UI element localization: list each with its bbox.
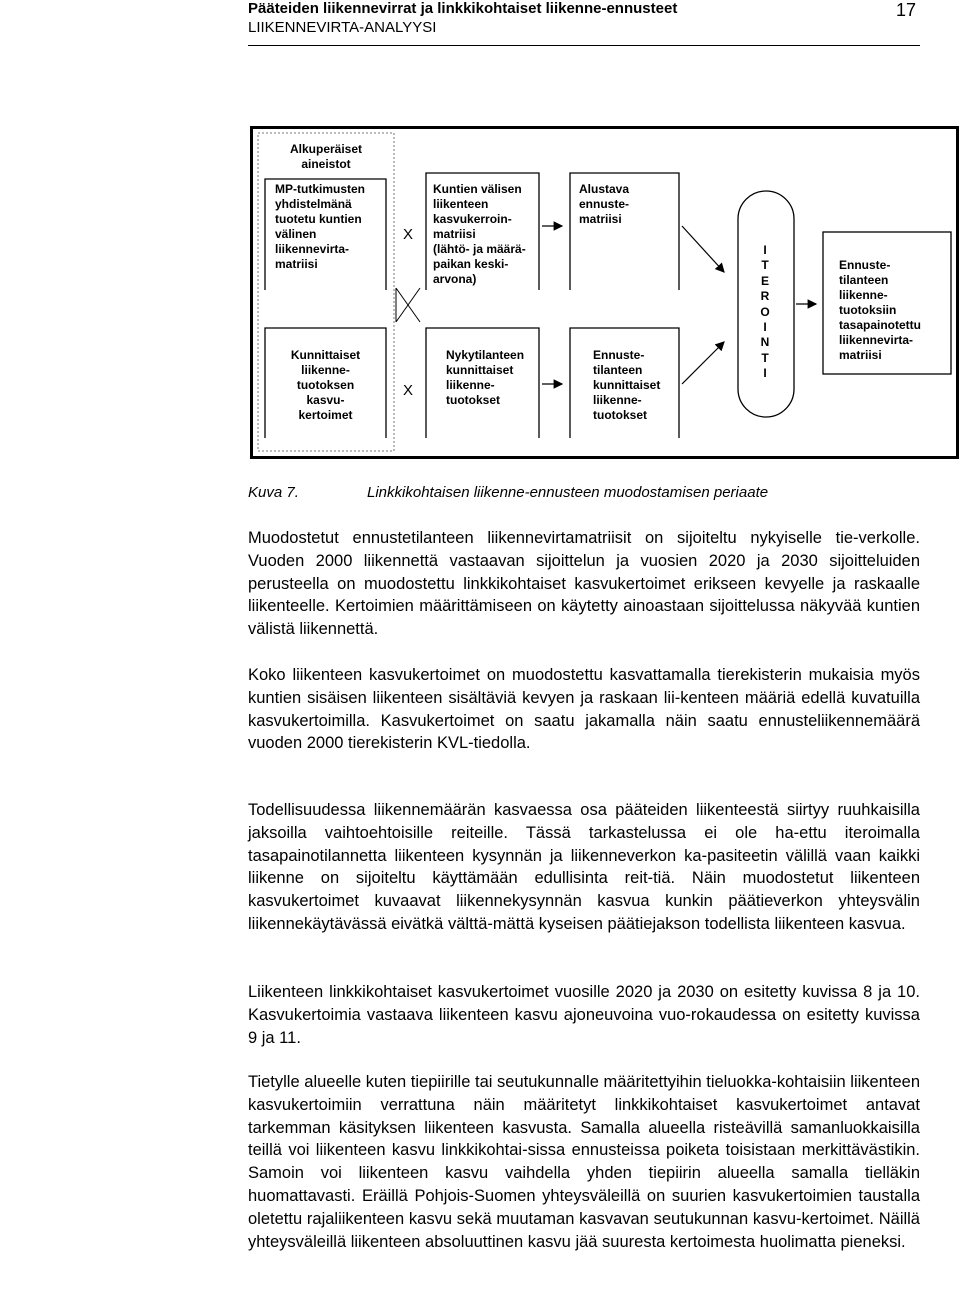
figure-caption-text: Linkkikohtaisen liikenne-ennusteen muodostamisen periaate (367, 484, 769, 501)
iter-letter: E (760, 273, 769, 288)
header-title: Pääteiden liikennevirrat ja linkkikohtaiset liikenne-ennusteet (248, 0, 678, 17)
arrow-alustava-iter (682, 226, 724, 272)
box-alustava-text: Alustava ennuste- matriisi (579, 182, 630, 226)
iter-letter: T (761, 258, 769, 273)
paragraph-3: Todellisuudessa liikennemäärän kasvaessa osa pääteiden liikenteestä siirtyy ruuhkaisilla jaksoilla vaihtoehtoisille reiteille. Tässä tarkastelussa ei ole ha-ettu iteroimalla tasapainotilannetta liikenteen kysynnän ja liikenneverkon ka-pasiteetin välillä vaan kaikki liikenne on sijoiteltu käyttämään edullisinta reit-tiä. Näin muodostetut liikenteen kasvukertoimet kuvaavat liikennekysynnän kasvua kunkin päätieverkon yhteysvälin liikennekäytävässä eivätkä välttä-mättä kyseisen päätiejakson todellista liikenteen kasvua. (248, 801, 920, 933)
iter-letter: I (763, 366, 767, 381)
iter-letter: I (763, 320, 767, 335)
flow-diagram (250, 126, 960, 460)
paragraph-2: Koko liikenteen kasvukertoimet on muodostettu kasvattamalla tierekisterin mukaisia myös kuntien sisäisen liikenteen sisältäviä kevyen ja raskaan lii-kenteen määriä edellä kuvatuilla kasvukertoimilla. Kasvukertoimet on saatu jakamalla näin saatu ennusteliikennemäärä vuoden 2000 tierekisterin KVL-tiedolla. (248, 666, 920, 753)
iter-letter: O (760, 304, 770, 319)
op-x-top: X (403, 226, 414, 243)
iter-letter: T (761, 350, 769, 365)
figure-caption-number: Kuva 7. (248, 484, 299, 501)
box-ennustetilanteen-text: Ennuste- tilanteen kunnittaiset liikenne- tuotokset (593, 348, 661, 422)
iter-letter: N (760, 335, 770, 350)
paragraph-5: Tietylle alueelle kuten tiepiirille tai seutukunnalle määritettyihin tieluokka-kohtaisiin liikenteen kasvukertoimiin verrattuna näin määritetyt linkkikohtaiset kasvukertoimet antavat tarkemman käsityksen liikenteen kasvusta. Samalla alueella risteävillä samanluokkaisilla teillä voi liikenteen kasvu linkkikohtai-sissa ennusteissa poiketa toisistaan merkittävästikin. Samoin voi liikenteen kasvu vaihdella yhden tiepiirin alueella samalla tielläkin huomattavasti. Eräillä Pohjois-Suomen yhteysväleillä on suurien kasvukertoimien taustalla oletettu rajaliikenteen kasvu sekä muutaman kasvavan seutukunnan kasvu-kertoimet. Näillä yhteysväleillä liikenteen absoluuttinen kasvu jää suuresta kertoimesta huolimatta pieneksi. (248, 1073, 920, 1251)
box-kunnittaiset-text: Kunnittaiset liikenne- tuotoksen kasvu- kertoimet (290, 348, 361, 422)
header-subtitle: LIIKENNEVIRTA-ANALYYSI (248, 19, 437, 36)
page-number: 17 (896, 0, 917, 20)
paragraph-4: Liikenteen linkkikohtaiset kasvukertoimet vuosille 2020 ja 2030 on esitetty kuvissa 8 ja 10. Kasvukertoimia vastaava liikenteen kasvu ajoneuvoina vuo-rokaudessa on esitetty kuvissa 9 ja 11. (248, 983, 920, 1047)
box-nykytilanteen-text: Nykytilanteen kunnittaiset liikenne- tuotokset (446, 348, 525, 407)
iterointi-label (757, 243, 773, 382)
iter-letter: I (763, 243, 767, 257)
arrow-ennuste-iter (682, 342, 724, 384)
box-result-text: Ennuste- tilanteen liikenne- tuotoksiin tasapainotettu liikennevirta- matriisi (839, 258, 922, 362)
header-rule (248, 45, 920, 46)
box-kuntien-text: Kuntien välisen liikenteen kasvukerroin- matriisi (lähtö- ja määrä- paikan keski- arvona) (433, 182, 526, 286)
iter-letter: R (760, 289, 770, 304)
op-x-bottom: X (403, 382, 414, 399)
original-data-heading: Alkuperäiset aineistot (289, 142, 363, 171)
box-mp-text: MP-tutkimusten yhdistelmänä tuotetu kuntien välinen liikennevirta- matriisi (275, 182, 365, 271)
paragraph-1: Muodostetut ennustetilanteen liikennevirtamatriisit on sijoiteltu nykyiselle tie-verkolle. Vuoden 2000 liikennettä vastaavan sijoittelun ja vuosien 2020 ja 2030 sijoitteluiden perusteella on muodostettu linkkikohtaiset kasvukertoimet erikseen kevyelle ja raskaalle liikenteelle. Kertoimien määrittämiseen on käytetty ainoastaan sijoittelussa näkyvää kuntien välistä liikennettä. (248, 529, 920, 639)
